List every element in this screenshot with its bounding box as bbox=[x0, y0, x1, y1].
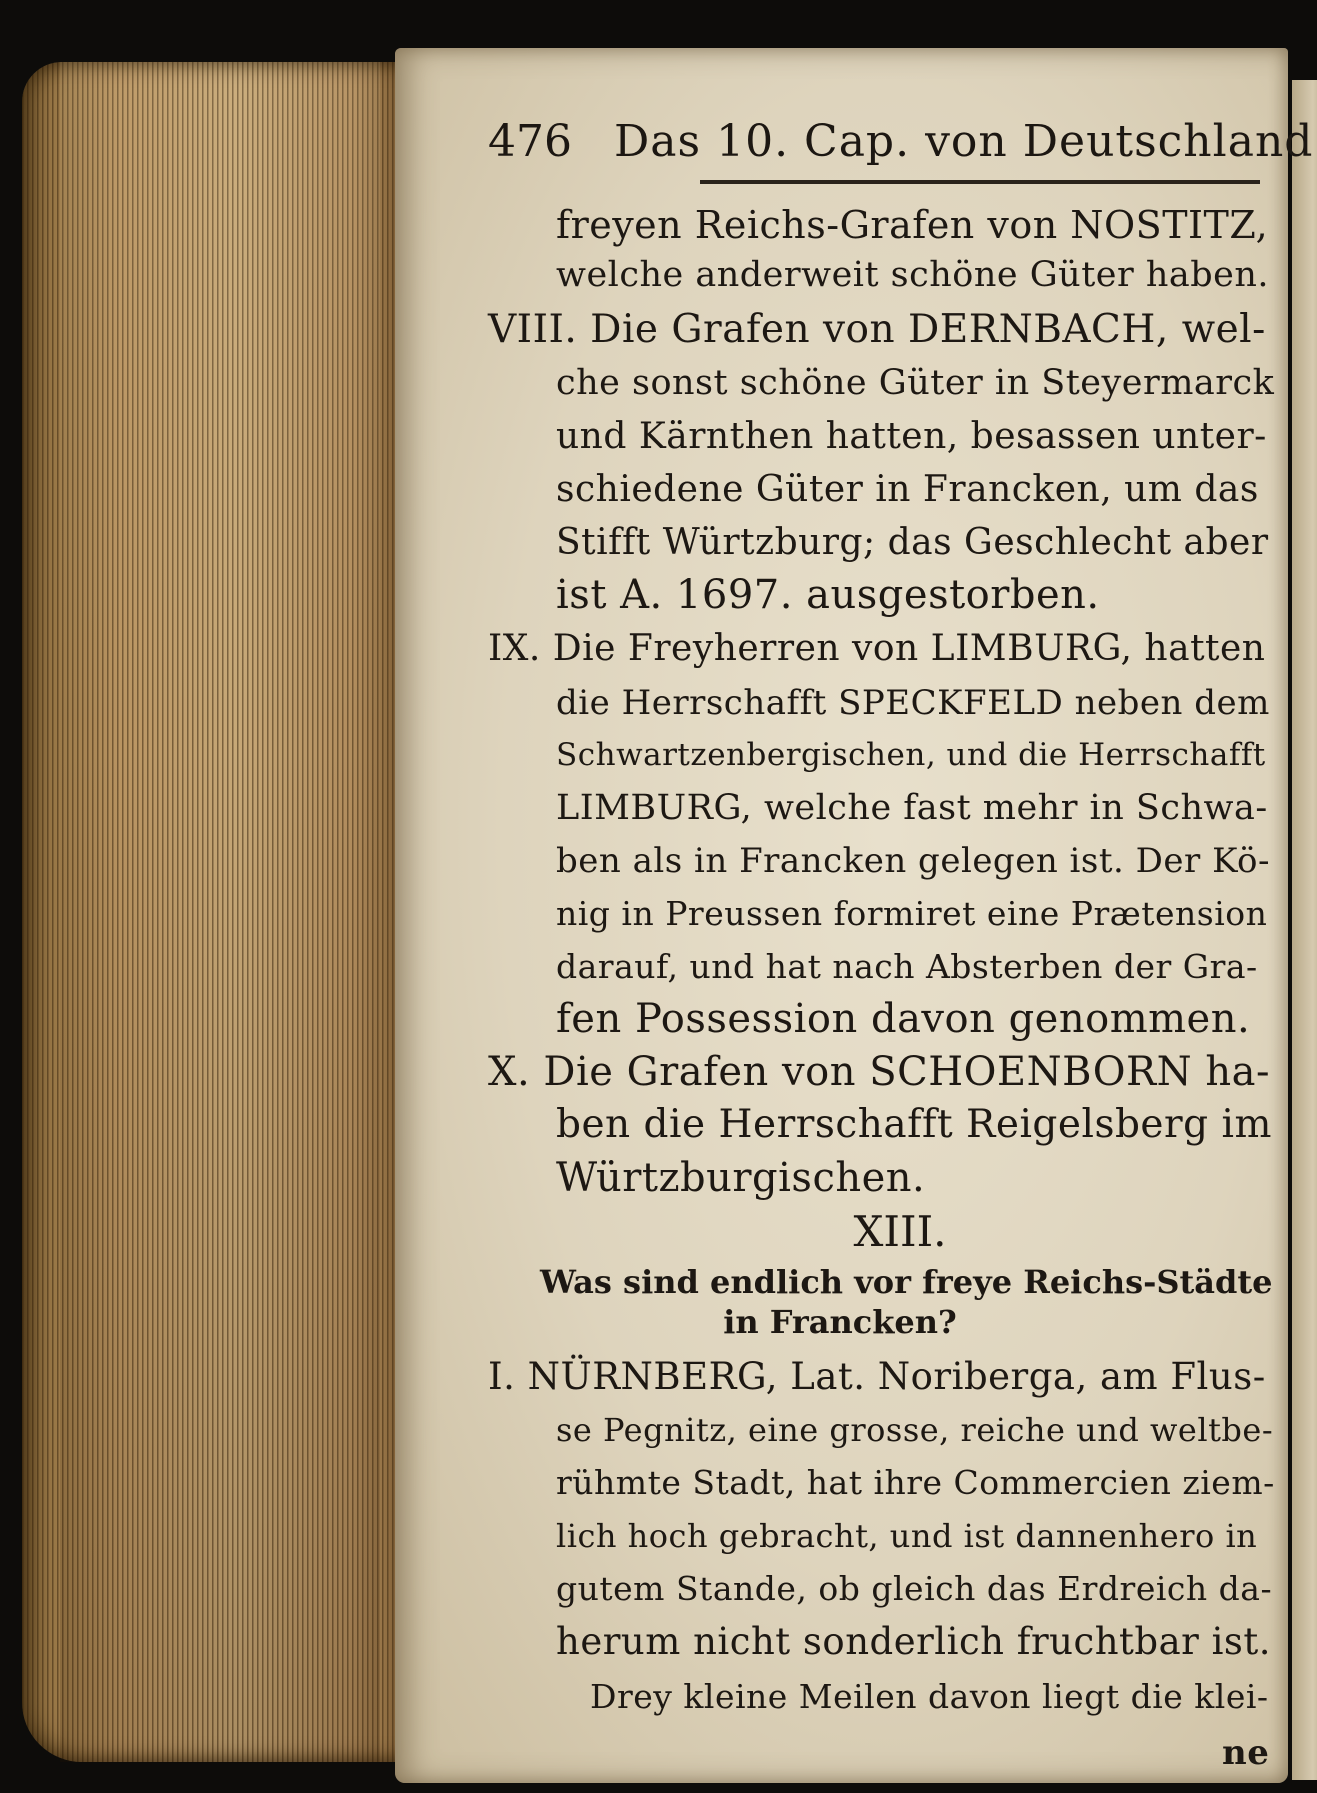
text-line: X. Die Grafen von SCHOENBORN ha- bbox=[488, 1049, 1270, 1095]
text-line: darauf, und hat nach Absterben der Gra- bbox=[556, 947, 1258, 986]
page-header bbox=[488, 112, 1314, 172]
section-question-continued: in Francken? bbox=[723, 1303, 957, 1341]
facing-page-edge bbox=[1292, 80, 1317, 1780]
text-line: schiedene Güter in Francken, um das bbox=[556, 469, 1259, 510]
text-line: VIII. Die Grafen von DERNBACH, wel- bbox=[488, 307, 1266, 352]
text-line: IX. Die Freyherren von LIMBURG, hatten bbox=[488, 628, 1266, 669]
page-number: 476 bbox=[488, 116, 572, 167]
text-line: freyen Reichs-Grafen von NOSTITZ, bbox=[556, 203, 1269, 247]
text-line: fen Possession davon genommen. bbox=[556, 996, 1251, 1042]
text-line: rühmte Stadt, hat ihre Commercien ziem- bbox=[556, 1463, 1275, 1502]
text-line: LIMBURG, welche fast mehr in Schwa- bbox=[556, 788, 1268, 828]
catchword: ne bbox=[1222, 1733, 1270, 1773]
header-rule bbox=[700, 180, 1260, 184]
text-line: nig in Preussen formiret eine Prætension bbox=[556, 894, 1268, 933]
text-line: gutem Stande, ob gleich das Erdreich da- bbox=[556, 1569, 1273, 1608]
running-title: Das 10. Cap. von Deutschland bbox=[614, 116, 1314, 167]
text-line: Würtzburgischen. bbox=[556, 1155, 926, 1201]
section-question: Was sind endlich vor freye Reichs-Städte bbox=[540, 1263, 1273, 1301]
text-line: welche anderweit schöne Güter haben. bbox=[556, 255, 1270, 295]
text-line: Drey kleine Meilen davon liegt die klei- bbox=[590, 1677, 1269, 1716]
text-line: und Kärnthen hatten, besassen unter- bbox=[556, 416, 1267, 457]
text-line: ben als in Francken gelegen ist. Der Kö- bbox=[556, 841, 1271, 881]
text-line: ben die Herrschafft Reigelsberg im bbox=[556, 1102, 1272, 1147]
text-line: che sonst schöne Güter in Steyermarck bbox=[556, 363, 1275, 403]
text-line: Stifft Würtzburg; das Geschlecht aber bbox=[556, 522, 1269, 563]
text-line: se Pegnitz, eine grosse, reiche und weltbe- bbox=[556, 1411, 1274, 1449]
text-line: I. NÜRNBERG, Lat. Noriberga, am Flus- bbox=[488, 1355, 1266, 1398]
text-line: die Herrschafft SPECKFELD neben dem bbox=[556, 683, 1270, 723]
text-line: Schwartzenbergischen, und die Herrschafft bbox=[556, 737, 1266, 773]
page-stack-shading bbox=[60, 62, 380, 1762]
text-line: lich hoch gebracht, und ist dannenhero in bbox=[556, 1517, 1258, 1555]
text-line: herum nicht sonderlich fruchtbar ist. bbox=[556, 1620, 1272, 1663]
section-numeral: XIII. bbox=[853, 1207, 947, 1256]
text-line: ist A. 1697. ausgestorben. bbox=[556, 572, 1100, 618]
